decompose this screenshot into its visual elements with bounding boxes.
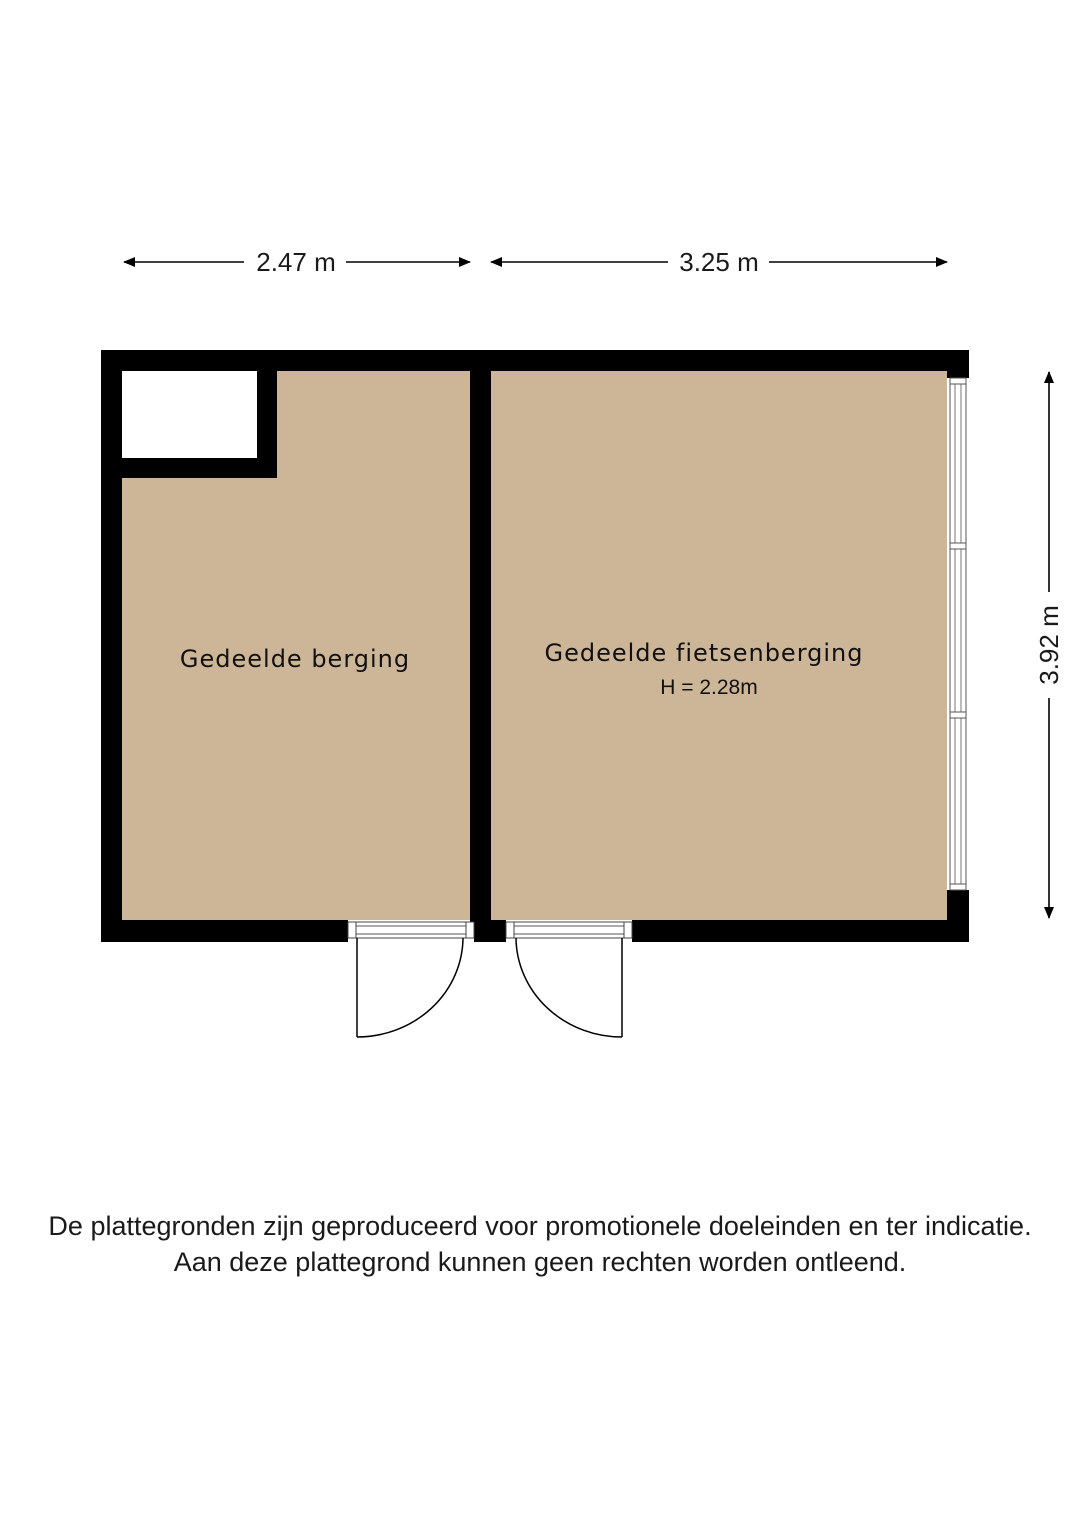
closet-area [122, 370, 257, 458]
room-label-fietsenberging: Gedeelde fietsenberging [544, 639, 864, 667]
dimension-label-left: 2.47 m [256, 247, 336, 277]
dimension-label-depth: 3.92 m [1034, 605, 1064, 685]
dimension-width-right [491, 247, 947, 277]
room-label-berging: Gedeelde berging [179, 645, 411, 673]
door-fietsenberging [506, 922, 632, 1037]
dimension-label-right: 3.25 m [679, 247, 759, 277]
dimension-width-left [124, 247, 470, 277]
disclaimer-line-2: Aan deze plattegrond kunnen geen rechten worden ontleend. [173, 1247, 907, 1277]
window-right [950, 378, 966, 890]
disclaimer-line-1: De plattegronden zijn geproduceerd voor promotionele doeleinden en ter indicatie. [48, 1211, 1032, 1241]
disclaimer [0, 1208, 1080, 1280]
dimension-depth [1034, 372, 1064, 918]
door-berging [348, 922, 474, 1037]
room-height-fietsenberging: H = 2.28m [660, 676, 758, 699]
